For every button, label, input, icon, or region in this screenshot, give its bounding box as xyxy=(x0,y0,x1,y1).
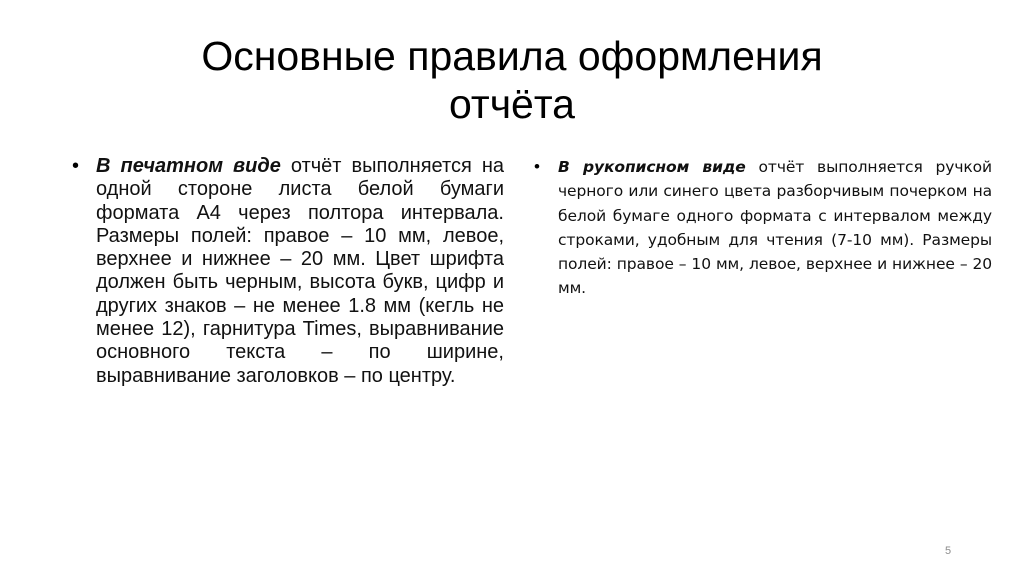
right-column xyxy=(534,155,992,301)
bullet-icon: • xyxy=(72,155,80,177)
bullet-item-printed xyxy=(72,155,504,388)
left-column xyxy=(72,155,504,388)
bullet-text-handwritten xyxy=(558,155,992,301)
slide-title-line-1: Основные правила оформления xyxy=(201,33,823,79)
slide-title-line-2: отчёта xyxy=(449,81,575,127)
bullet-body-handwritten: отчёт выполняется ручкой черного или синего цвета разборчивым почерком на белой бумаге одного формата с интервалом между строками, удобным для чтения (7-10 мм). Размеры полей: правое – 10 мм, левое, верхнее и нижнее – 20 мм. xyxy=(558,158,992,298)
bullet-lead-handwritten: В рукописном виде xyxy=(558,158,746,176)
slide-title xyxy=(0,32,1024,128)
page-number: 5 xyxy=(944,545,952,557)
bullet-text-printed xyxy=(96,155,504,388)
bullet-item-handwritten xyxy=(534,155,992,301)
bullet-body-printed: отчёт выполняется на одной стороне листа белой бумаги формата А4 через полтора интервала. Размеры полей: правое – 10 мм, левое, верхнее и нижнее – 20 мм. Цвет шрифта должен быть черным, высота букв, цифр и других знаков – не менее 1.8 мм (кегль не менее 12), гарнитура Times, выравнивание основного текста – по ширине, выравнивание заголовков – по центру. xyxy=(96,155,505,387)
bullet-icon: • xyxy=(534,157,540,176)
bullet-lead-printed: В печатном виде xyxy=(96,155,281,177)
